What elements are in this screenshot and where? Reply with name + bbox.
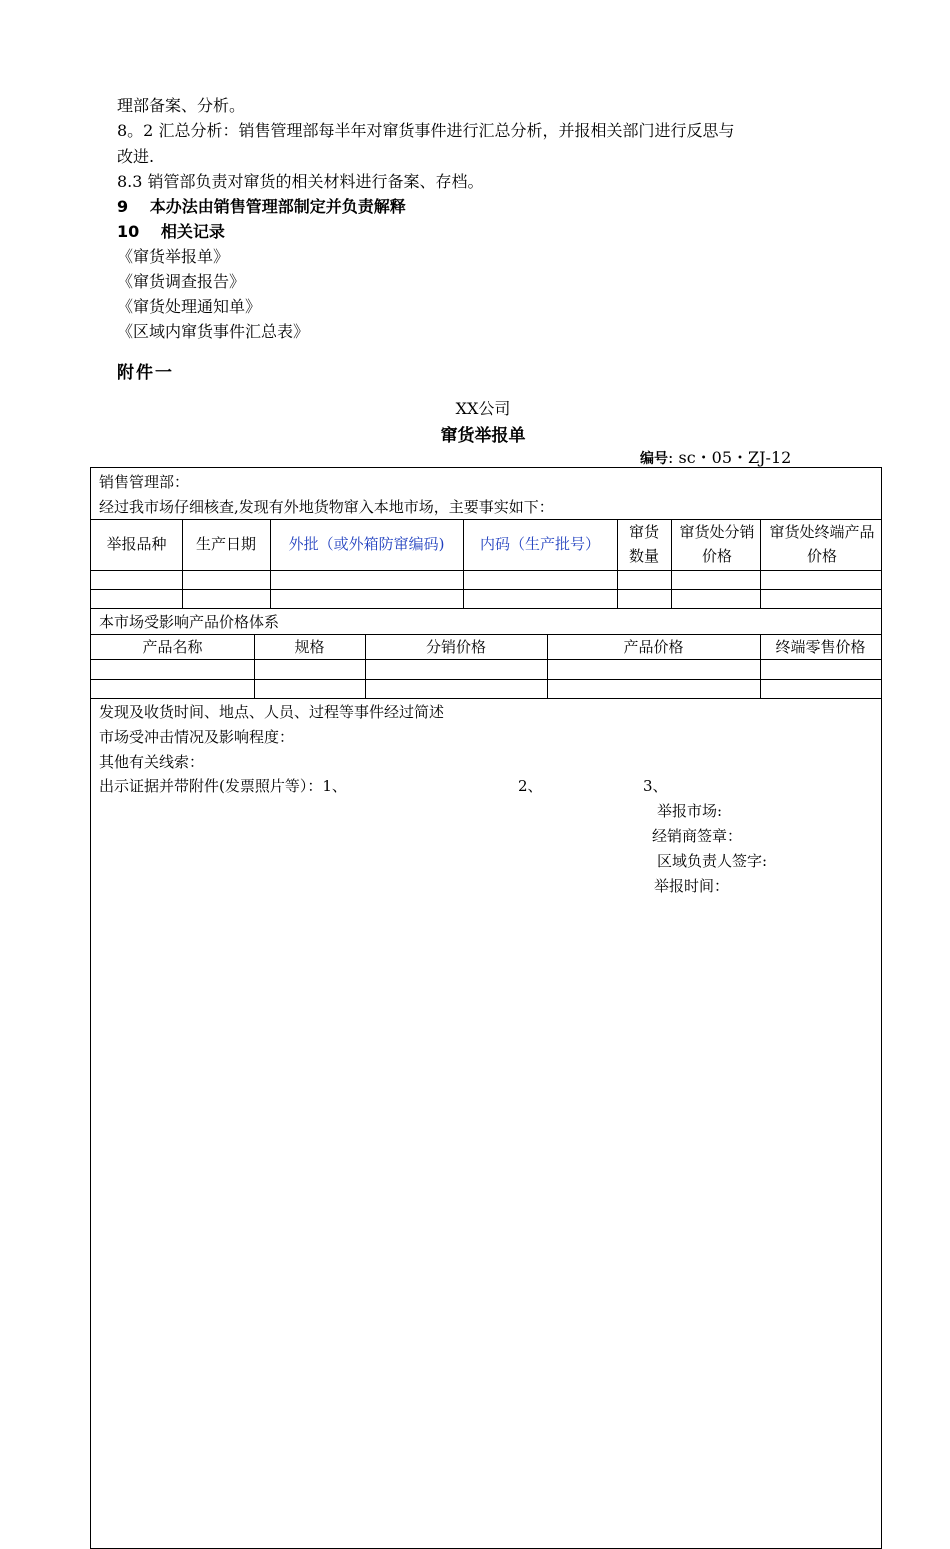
evidence-item-2: 2、 bbox=[518, 777, 543, 795]
serial-label: 编号 bbox=[640, 451, 668, 467]
form-title: 窜货举报单 bbox=[440, 426, 526, 446]
table2-row-rule bbox=[91, 679, 881, 680]
table1-bottom-rule bbox=[91, 608, 881, 609]
signature-dealer-seal: 经销商签章： bbox=[652, 827, 743, 845]
table2-header-rule bbox=[91, 659, 881, 660]
form-intro: 经过我市场仔细核查,发现有外地货物窜入本地市场，主要事实如下： bbox=[99, 498, 554, 516]
table1-header-rule bbox=[91, 570, 881, 571]
serial-value: : sc・05・ZJ-12 bbox=[668, 448, 792, 467]
table1-header-batch-number: 内码（生产批号） bbox=[479, 535, 600, 553]
body-line-2: 8。2 汇总分析：销售管理部每半年对窜货事件进行汇总分析，并报相关部门进行反思与 bbox=[117, 121, 735, 140]
table1-header-quantity: 窜货数量 bbox=[628, 523, 659, 565]
table1-col-rule bbox=[760, 519, 761, 608]
table2-header-spec: 规格 bbox=[294, 638, 325, 656]
table1-top-rule bbox=[91, 519, 881, 520]
price-section-title: 本市场受影响产品价格体系 bbox=[99, 613, 280, 631]
record-item: 《区域内窜货事件汇总表》 bbox=[117, 322, 310, 341]
signature-regional-manager: 区域负责人签字: bbox=[657, 852, 768, 870]
record-item: 《窜货处理通知单》 bbox=[117, 297, 262, 316]
form-addressee: 销售管理部： bbox=[99, 473, 190, 491]
body-line-1: 理部备案、分析。 bbox=[117, 96, 246, 115]
body-line-4: 8.3 销管部负责对窜货的相关材料进行备案、存档。 bbox=[117, 172, 484, 191]
company-name: XX公司 bbox=[455, 399, 511, 418]
market-impact-label: 市场受冲击情况及影响程度： bbox=[99, 728, 295, 746]
table1-header-variety: 举报品种 bbox=[106, 535, 167, 553]
report-form bbox=[90, 467, 882, 1549]
annex-title: 附件一 bbox=[117, 363, 174, 383]
table1-header-terminal-price: 窜货处终端产品价格 bbox=[769, 523, 875, 565]
table1-col-rule bbox=[617, 519, 618, 608]
signature-market: 举报市场: bbox=[657, 802, 723, 820]
other-clues-label: 其他有关线索： bbox=[99, 753, 205, 771]
table1-header-outer-code: 外批（或外箱防窜编码) bbox=[288, 535, 445, 553]
record-item: 《窜货举报单》 bbox=[117, 247, 230, 266]
evidence-item-3: 3、 bbox=[643, 777, 668, 795]
table1-col-rule bbox=[671, 519, 672, 608]
table1-header-distribution-price: 窜货处分销价格 bbox=[679, 523, 755, 565]
body-line-3: 改进. bbox=[117, 147, 155, 166]
record-item: 《窜货调查报告》 bbox=[117, 272, 246, 291]
section-9-heading: 9 本办法由销售管理部制定并负责解释 bbox=[117, 197, 406, 216]
table2-header-product-price: 产品价格 bbox=[623, 638, 684, 656]
event-description-label: 发现及收货时间、地点、人员、过程等事件经过简述 bbox=[99, 703, 445, 721]
table2-header-retail-price: 终端零售价格 bbox=[775, 638, 866, 656]
table2-header-product-name: 产品名称 bbox=[142, 638, 203, 656]
section-10-heading: 10 相关记录 bbox=[117, 222, 225, 241]
serial-number bbox=[640, 445, 791, 468]
table1-header-production-date: 生产日期 bbox=[195, 535, 256, 553]
table2-bottom-rule bbox=[91, 698, 881, 699]
signature-report-time: 举报时间： bbox=[654, 877, 730, 895]
table1-row-rule bbox=[91, 589, 881, 590]
table2-header-distribution-price: 分销价格 bbox=[425, 638, 486, 656]
evidence-label: 出示证据并带附件(发票照片等）：1、 bbox=[99, 777, 347, 795]
